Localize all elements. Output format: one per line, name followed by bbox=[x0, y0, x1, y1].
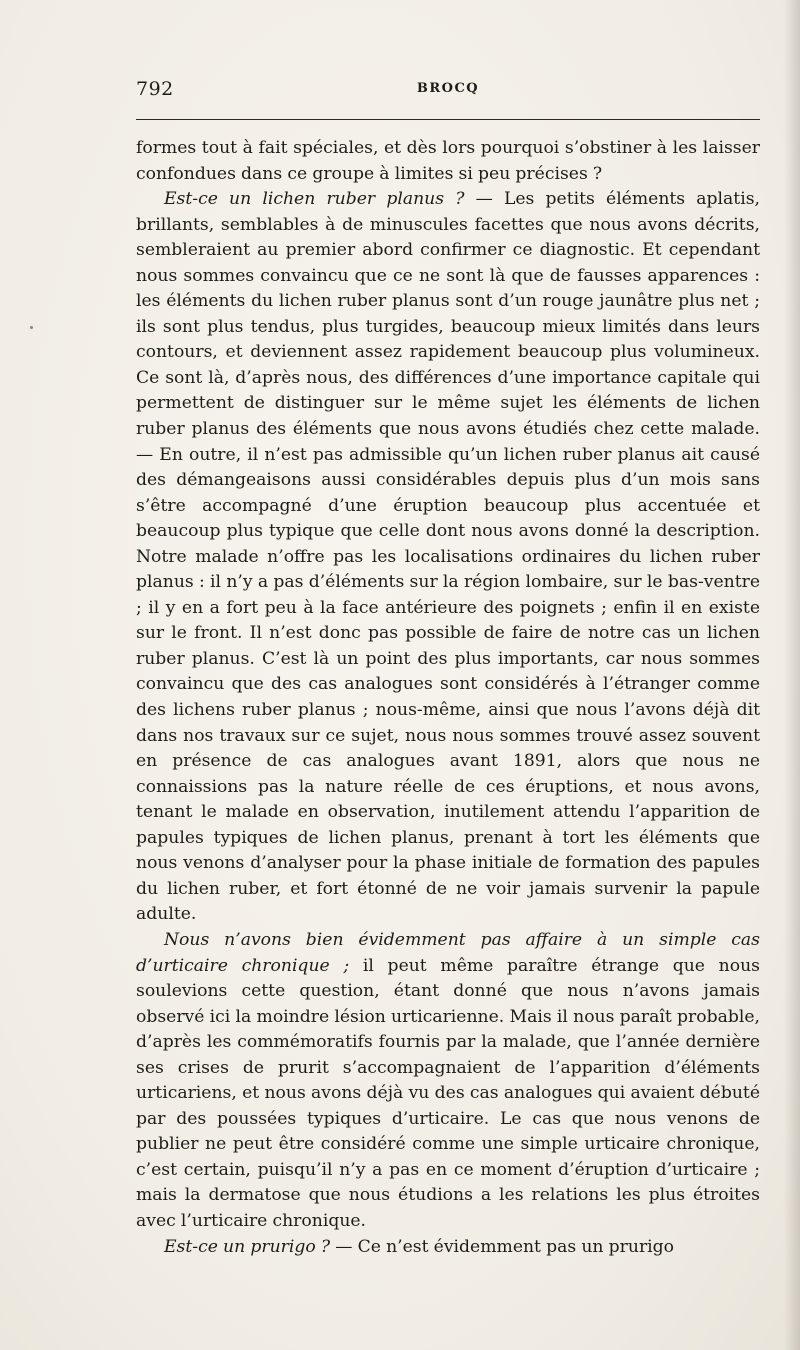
paragraph-3-text: il peut même paraître étrange que nous soulevions cette question, étant donné que nous n’avons jamais observé ici la moindre lésion urticarienne. Mais il nous paraît probable, d’après les commémoratifs fournis par la malade, que l’année dernière ses crises de prurit s’accompagnaient de l’apparition d’éléments urticariens, et nous avons déjà vu des cas analogues qui avaient débuté par des poussées typiques d’urticaire. Le cas que nous venons de publier ne peut être considéré comme une simple urticaire chronique, c’est certain, puisqu’il n’y a pas en ce moment d’éruption d’urticaire ; mais la dermatose que nous étudions a les relations les plus étroites avec l’urticaire chronique. bbox=[136, 955, 760, 1231]
header-rule bbox=[136, 119, 760, 120]
page-edge-shadow bbox=[784, 0, 800, 1350]
paragraph-4 bbox=[136, 1235, 760, 1261]
page-number: 792 bbox=[136, 78, 174, 100]
paragraph-4-text: — Ce n’est évidemment pas un prurigo bbox=[330, 1236, 675, 1257]
running-head: BROCQ bbox=[416, 81, 480, 96]
paragraph-1: formes tout à fait spéciales, et dès lors pourquoi s’obstiner à les laisser confondues dans ce groupe à limites si peu précises ? bbox=[136, 138, 760, 184]
page-header bbox=[136, 78, 760, 108]
paragraph-4-lead: Est-ce un prurigo ? bbox=[164, 1236, 331, 1257]
paragraph-2-lead: Est-ce un lichen ruber planus ? bbox=[164, 189, 465, 210]
paragraph-3-lead: Nous n’avons bien évidemment pas affaire à un simple cas d’urticaire chronique ; bbox=[136, 929, 760, 976]
paragraph-2 bbox=[136, 187, 760, 928]
paragraph-2-text: — Les petits éléments aplatis, brillants, semblables à de minuscules facettes que nous avons décrits, sembleraient au premier abord confirmer ce diagnostic. Et cependant nous sommes convaincu que ce ne sont là que de fausses apparences : les éléments du lichen ruber planus sont d’un rouge jaunâtre plus net ; ils sont plus tendus, plus turgides, beaucoup mieux limités dans leurs contours, et deviennent assez rapidement beaucoup plus volumineux. Ce sont là, d’après nous, des différences d’une importance capitale qui permettent de distinguer sur le même sujet les éléments de lichen ruber planus des éléments que nous avons étudiés chez cette malade. — En outre, il n’est pas admissible qu’un lichen ruber planus ait causé des démangeaisons aussi considérables depuis plus d’un mois sans s’être accompagné d’une éruption beaucoup plus accentuée et beaucoup plus typique que celle dont nous avons donné la description. Notre malade n’offre pas les localisations ordinaires du lichen ruber planus : il n’y a pas d’éléments sur la région lombaire, sur le bas-ventre ; il y en a fort peu à la face antérieure des poignets ; enfin il en existe sur le front. Il n’est donc pas possible de faire de notre cas un lichen ruber planus. C’est là un point des plus importants, car nous sommes convaincu que des cas analogues sont considérés à l’étranger comme des lichens ruber planus ; nous-même, ainsi que nous l’avons déjà dit dans nos travaux sur ce sujet, nous nous sommes trouvé assez souvent en présence de cas analogues avant 1891, alors que nous ne connaissions pas la nature réelle de ces éruptions, et nous avons, tenant le malade en observation, inutilement attendu l’apparition de papules typiques de lichen planus, prenant à tort les éléments que nous venons d’analyser pour la phase initiale de formation des papules du lichen ruber, et fort étonné de ne voir jamais survenir la papule adulte. bbox=[136, 189, 760, 925]
paragraph-3 bbox=[136, 928, 760, 1235]
body-text bbox=[136, 136, 760, 1260]
margin-speck bbox=[30, 326, 33, 329]
